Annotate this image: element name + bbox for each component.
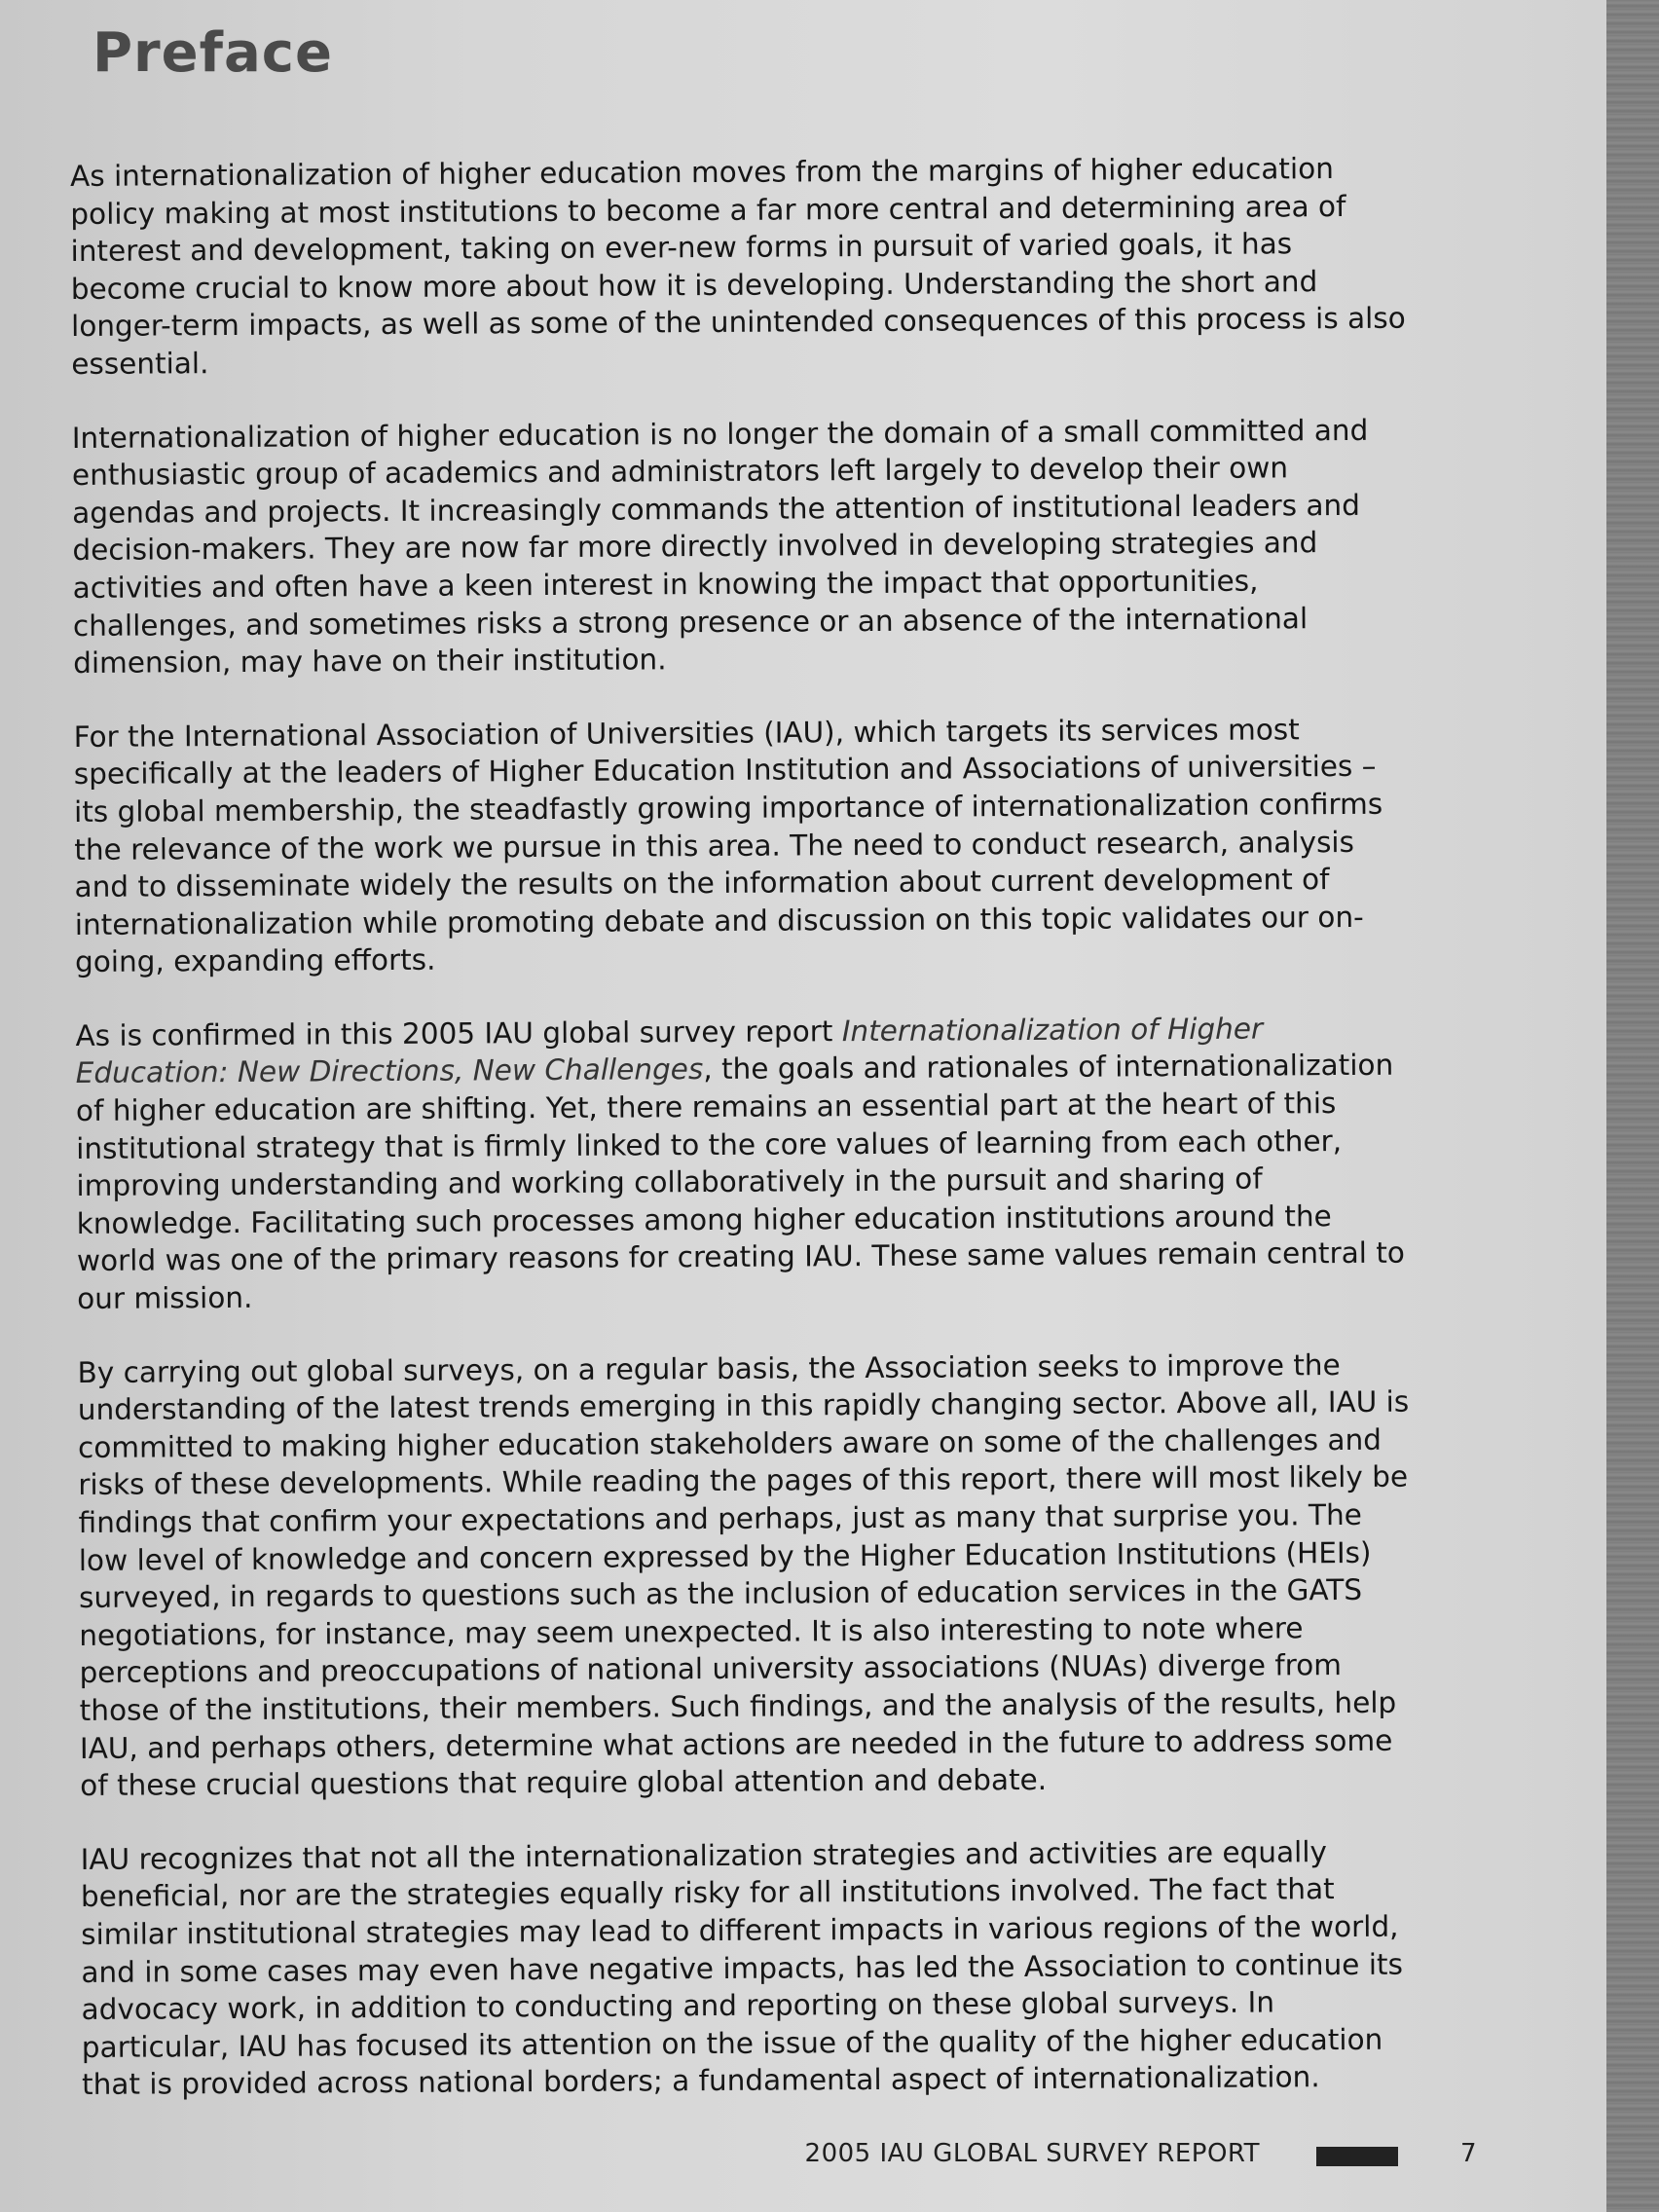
preface-body xyxy=(70,150,1418,2140)
paragraph-1: As internationalization of higher education moves from the margins of higher education policy making at most institutions to become a far more central and determining area of interest and development, taking on ever-new forms in pursuit of varied goals, it has become crucial to know more about how it is developing. Understanding the short and longer-term impacts, as well as some of the unintended consequences of this process is also essential. xyxy=(70,152,1406,381)
page-footer xyxy=(0,2139,1606,2178)
paragraph-6: IAU recognizes that not all the internationalization strategies and activities are equally beneficial, nor are the strategies equally risky for all institutions involved. The fact that similar institutional strategies may lead to different impacts in various regions of the world, and in some cases may even have negative impacts, has led the Association to continue its advocacy work, in addition to conducting and reporting on these global surveys. In particular, IAU has focused its attention on the issue of the quality of the higher education that is provided across national borders; a fundamental aspect of internationalization. xyxy=(80,1834,1404,2102)
page-title: Preface xyxy=(92,21,333,85)
paragraph-4 xyxy=(75,1009,1413,1317)
page-number: 7 xyxy=(1460,2139,1477,2168)
footer-bar xyxy=(1316,2147,1398,2166)
report-title-italic: Internationalization of Higher Education: New Directions, New Challenges xyxy=(75,1012,1264,1090)
paragraph-4-before: As is confirmed in this 2005 IAU global survey report xyxy=(75,1014,842,1052)
book-spine-edge xyxy=(1606,0,1659,2212)
paragraph-3: For the International Association of Universities (IAU), which targets its services most specifically at the leaders of Higher Education Institution and Associations of universities – its global membership, the steadfastly growing importance of internationalization confirms the relevance of the work we pursue in this area. The need to conduct research, analysis and to disseminate widely the results on the information about current development of internationalization while promoting debate and discussion on this topic validates our on-going, expanding efforts. xyxy=(73,713,1383,979)
footer-report-label: 2005 IAU GLOBAL SURVEY REPORT xyxy=(804,2139,1260,2168)
paragraph-4-after: , the goals and rationales of internationalization of higher education are shifting. Yet, there remains an essential part at the heart of this institutional strategy that is firmly linked to the core values of learning from each other, improving understanding and working collaboratively in the pursuit and sharing of knowledge. Facilitating such processes among higher education institutions around the world was one of the primary reasons for creating IAU. These same values remain central to our mission. xyxy=(75,1049,1406,1316)
paragraph-5: By carrying out global surveys, on a regular basis, the Association seeks to improve the understanding of the latest trends emerging in this rapidly changing sector. Above all, IAU is committed to making higher education stakeholders aware on some of the challenges and risks of these developments. While reading the pages of this report, there will most likely be findings that confirm your expectations and perhaps, just as many that surprise you. The low level of knowledge and concern expressed by the Higher Education Institutions (HEIs) surveyed, in regards to questions such as the inclusion of education services in the GATS negotiations, for instance, may seem unexpected. It is also interesting to note where perceptions and preoccupations of national university associations (NUAs) diverge from those of the institutions, their members. Such findings, and the analysis of the results, help IAU, and perhaps others, determine what actions are needed in the future to address some of these crucial questions that require global attention and debate. xyxy=(77,1347,1410,1803)
paragraph-2: Internationalization of higher education is no longer the domain of a small committed and enthusiastic group of academics and administrators left largely to develop their own agendas and projects. It increasingly commands the attention of institutional leaders and decision-makers. They are now far more directly involved in developing strategies and activities and often have a keen interest in knowing the impact that opportunities, challenges, and sometimes risks a strong presence or an absence of the international dimension, may have on their institution. xyxy=(71,413,1369,681)
